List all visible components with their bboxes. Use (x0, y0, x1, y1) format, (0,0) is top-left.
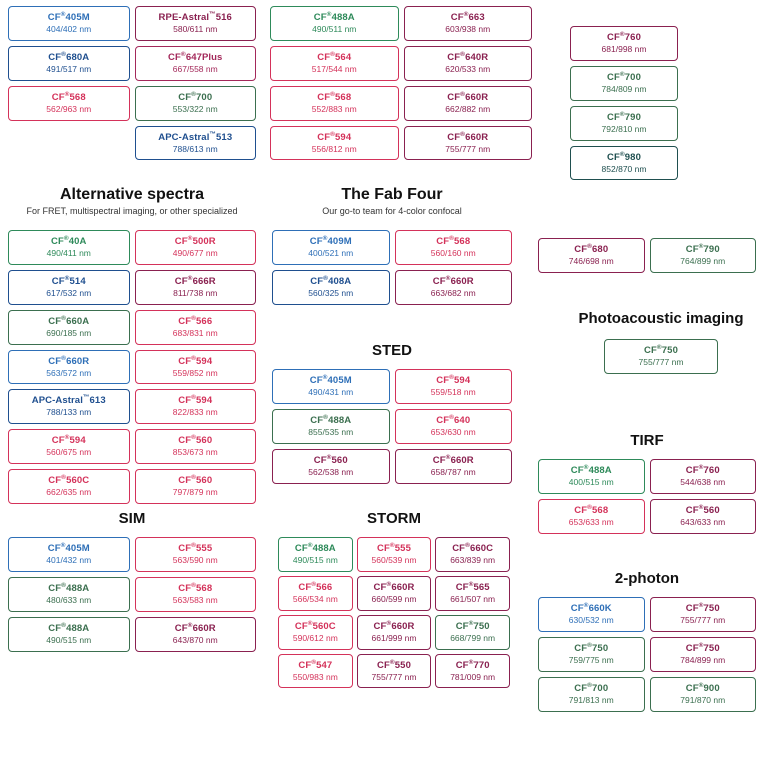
dye-spectra: 662/635 nm (46, 487, 92, 498)
dye-spectra: 400/521 nm (308, 248, 354, 259)
dye-name: CF®700 (178, 90, 213, 103)
dye-spectra: 559/518 nm (430, 387, 476, 398)
dye-spectra: 560/675 nm (46, 447, 92, 458)
dye-spectra: 792/810 nm (601, 123, 647, 134)
dye-chip[interactable] (650, 459, 757, 494)
dye-chip[interactable] (650, 238, 757, 273)
dye-chip[interactable] (8, 230, 130, 265)
dye-chip[interactable] (435, 537, 510, 572)
dye-name: CF®547 (298, 658, 333, 671)
dye-chip[interactable] (135, 469, 257, 504)
dye-spectra: 791/870 nm (680, 694, 726, 705)
dye-name: CF®594 (178, 394, 213, 407)
dye-spectra: 404/402 nm (46, 24, 92, 35)
dye-name: CF®550 (377, 658, 411, 671)
dye-name: CF®555 (377, 542, 411, 555)
dye-spectra: 603/938 nm (445, 24, 491, 35)
dye-chip[interactable] (404, 86, 533, 121)
dye-name: CF®663 (450, 11, 485, 24)
dye-name: CF®568 (317, 90, 352, 103)
dye-spectra: 668/799 nm (450, 632, 496, 643)
dye-spectra: 755/777 nm (638, 356, 684, 367)
dye-chip[interactable] (435, 576, 510, 611)
section-tirf (538, 432, 756, 534)
dye-name: CF®40A (51, 235, 87, 248)
dye-spectra: 580/611 nm (173, 24, 218, 35)
dye-spectra: 784/899 nm (680, 654, 726, 665)
dye-name: CF®790 (607, 110, 641, 123)
dye-spectra: 653/633 nm (568, 516, 614, 527)
dye-name: APC-Astral™613 (31, 394, 106, 407)
dye-chip[interactable] (435, 615, 510, 650)
dye-name: CF®660R (48, 354, 90, 367)
dye-name: CF®488A (313, 11, 355, 24)
dye-name: CF®565 (455, 580, 490, 593)
dye-chip[interactable] (135, 617, 257, 652)
dye-spectra: 559/852 nm (172, 367, 218, 378)
dye-chip[interactable] (270, 126, 399, 161)
dye-chip[interactable] (570, 106, 678, 141)
dye-spectra: 855/535 nm (308, 426, 354, 437)
dye-name: CF®666R (174, 274, 216, 287)
section-title: Photoacoustic imaging (578, 310, 744, 327)
dye-name: CF®500R (174, 235, 216, 248)
chip-grid (566, 339, 756, 374)
dye-name: CF®560 (178, 474, 213, 487)
dye-name: CF®564 (317, 50, 352, 63)
dye-chip[interactable] (272, 230, 390, 265)
dye-spectra: 653/630 nm (430, 426, 476, 437)
section-storm (278, 510, 510, 688)
dye-name: CF®660C (452, 542, 494, 555)
dye-chip[interactable] (395, 449, 513, 484)
dye-chip[interactable] (8, 270, 130, 305)
dye-spectra: 681/998 nm (601, 44, 647, 55)
dye-name: CF®568 (51, 90, 86, 103)
section-two-photon (538, 570, 756, 712)
dye-chip[interactable] (8, 46, 130, 81)
dye-name: CF®566 (178, 314, 213, 327)
dye-spectra: 550/983 nm (292, 671, 338, 682)
section-title: TIRF (630, 432, 664, 449)
dye-chip[interactable] (8, 469, 130, 504)
dye-chip[interactable] (395, 369, 513, 404)
dye-name: CF®568 (178, 581, 213, 594)
dye-name: CF®660R (447, 90, 489, 103)
dye-spectra: 667/558 nm (172, 63, 218, 74)
dye-name: CF®568 (436, 235, 471, 248)
dye-spectra: 630/532 nm (568, 615, 614, 626)
dye-name: CF®488A (310, 413, 352, 426)
dye-spectra: 480/633 nm (46, 594, 92, 605)
dye-chip[interactable] (272, 449, 390, 484)
dye-spectra: 643/870 nm (172, 634, 218, 645)
dye-chip[interactable] (538, 597, 645, 632)
dye-spectra: 746/698 nm (568, 256, 614, 267)
dye-chip[interactable] (570, 26, 678, 61)
dye-spectra: 562/963 nm (46, 103, 92, 114)
chip-grid (538, 597, 756, 712)
dye-spectra: 401/432 nm (46, 555, 92, 566)
dye-spectra: 544/638 nm (680, 477, 726, 488)
dye-name: CF®980 (607, 150, 641, 163)
dye-spectra: 791/813 nm (568, 694, 614, 705)
dye-chip[interactable] (650, 597, 757, 632)
dye-chip[interactable] (570, 146, 678, 181)
dye-name: CF®660R (373, 580, 415, 593)
dye-chip[interactable] (135, 230, 257, 265)
dye-name: CF®660K (570, 602, 612, 615)
dye-spectra: 491/517 nm (46, 63, 92, 74)
dye-name: APC-Astral™513 (158, 130, 233, 143)
dye-spectra: 490/515 nm (292, 555, 338, 566)
dye-chip[interactable] (135, 270, 257, 305)
dye-spectra: 690/185 nm (46, 327, 92, 338)
dye-chip[interactable] (404, 6, 533, 41)
dye-chip[interactable] (135, 86, 257, 121)
dye-spectra: 566/534 nm (292, 593, 338, 604)
dye-chip[interactable] (435, 654, 510, 689)
dye-chip[interactable] (570, 66, 678, 101)
section-title: SIM (118, 510, 146, 527)
dye-chip[interactable] (8, 429, 130, 464)
dye-spectra: 755/777 nm (445, 143, 491, 154)
dye-chip[interactable] (135, 429, 257, 464)
block-top-left (8, 6, 256, 160)
dye-name: CF®700 (574, 681, 609, 694)
dye-name: CF®760 (685, 464, 720, 477)
dye-chip[interactable] (135, 126, 257, 161)
dye-spectra: 755/777 nm (371, 671, 417, 682)
dye-name: CF®566 (298, 580, 333, 593)
dye-spectra: 755/777 nm (680, 615, 726, 626)
chip-grid (538, 238, 756, 273)
dye-chip[interactable] (395, 409, 513, 444)
dye-chip[interactable] (8, 617, 130, 652)
section-title: STED (371, 342, 412, 359)
dye-name: CF®405M (47, 542, 90, 555)
dye-chip[interactable] (278, 576, 353, 611)
dye-name: CF®409M (309, 235, 352, 248)
section-subtitle: For FRET, multispectral imaging, or other specialized (26, 206, 238, 216)
dye-chip[interactable] (8, 6, 130, 41)
dye-spectra: 560/539 nm (371, 555, 417, 566)
dye-name: CF®560 (313, 453, 348, 466)
section-title: Alternative spectra (59, 186, 205, 203)
dye-spectra: 560/325 nm (308, 287, 354, 298)
dye-spectra: 661/999 nm (371, 632, 417, 643)
dye-chip[interactable] (270, 86, 399, 121)
dye-spectra: 490/511 nm (312, 24, 357, 35)
dye-name: CF®488A (48, 621, 90, 634)
dye-spectra: 797/879 nm (172, 487, 218, 498)
dye-name: CF®750 (644, 343, 678, 356)
dye-name: CF®647Plus (168, 50, 223, 63)
section-fab-four (272, 186, 512, 305)
dye-spectra: 662/882 nm (445, 103, 491, 114)
dye-name: CF®660R (432, 274, 474, 287)
section-subtitle: Our go-to team for 4-color confocal (322, 206, 462, 216)
dye-chip[interactable] (278, 615, 353, 650)
section-title: 2-photon (614, 570, 680, 587)
dye-chip[interactable] (272, 409, 390, 444)
section-sim (8, 510, 256, 652)
dye-name: CF®750 (455, 619, 490, 632)
dye-chip[interactable] (538, 238, 645, 273)
dye-spectra: 590/612 nm (292, 632, 338, 643)
dye-spectra: 620/533 nm (445, 63, 491, 74)
dye-chip[interactable] (395, 270, 513, 305)
dye-chip[interactable] (8, 389, 130, 424)
dye-spectra: 781/009 nm (450, 671, 496, 682)
chip-grid (538, 459, 756, 534)
dye-name: CF®560 (685, 503, 720, 516)
dye-name: CF®770 (455, 658, 490, 671)
dye-chip[interactable] (135, 46, 257, 81)
dye-spectra: 663/682 nm (430, 287, 476, 298)
dye-spectra: 852/870 nm (601, 163, 647, 174)
dye-chip[interactable] (8, 577, 130, 612)
dye-chip[interactable] (278, 654, 353, 689)
dye-spectra: 788/613 nm (172, 143, 218, 154)
dye-spectra: 759/775 nm (568, 654, 614, 665)
dye-chip[interactable] (270, 46, 399, 81)
dye-chip[interactable] (357, 654, 432, 689)
dye-chip[interactable] (538, 499, 645, 534)
dye-spectra: 490/677 nm (172, 248, 218, 259)
section-alternative-spectra (8, 186, 256, 504)
dye-name: CF®405M (309, 374, 352, 387)
dye-name: CF®594 (51, 434, 86, 447)
dye-chip[interactable] (135, 389, 257, 424)
dye-name: CF®660A (48, 314, 90, 327)
dye-name: CF®790 (685, 243, 720, 256)
dye-spectra: 643/633 nm (680, 516, 726, 527)
chip-grid (8, 537, 256, 652)
dye-name: CF®750 (574, 641, 609, 654)
dye-chip[interactable] (135, 350, 257, 385)
dye-chip[interactable] (135, 577, 257, 612)
chip-grid (278, 537, 510, 688)
dye-name: CF®680 (574, 243, 609, 256)
dye-chip[interactable] (357, 537, 432, 572)
dye-spectra: 560/160 nm (430, 248, 476, 259)
chip-grid (270, 6, 532, 160)
dye-name: CF®640R (447, 50, 489, 63)
dye-chip[interactable] (8, 310, 130, 345)
dye-name: CF®660R (432, 453, 474, 466)
dye-chip[interactable] (357, 576, 432, 611)
dye-name: CF®555 (178, 542, 213, 555)
dye-spectra: 660/599 nm (371, 593, 417, 604)
dye-spectra: 517/544 nm (311, 63, 357, 74)
dye-name: CF®640 (436, 413, 471, 426)
dye-name: CF®488A (294, 542, 336, 555)
dye-name: RPE-Astral™516 (158, 11, 232, 24)
dye-spectra: 853/673 nm (172, 447, 218, 458)
dye-spectra: 563/583 nm (172, 594, 218, 605)
dye-chip[interactable] (538, 677, 645, 712)
dye-name: CF®900 (685, 681, 720, 694)
section-title: STORM (367, 510, 421, 527)
dye-chip[interactable] (272, 270, 390, 305)
dye-spectra: 400/515 nm (568, 477, 614, 488)
dye-chip[interactable] (278, 537, 353, 572)
dye-name: CF®405M (47, 11, 90, 24)
dye-name: CF®594 (317, 130, 352, 143)
dye-name: CF®750 (685, 602, 720, 615)
dye-chip[interactable] (135, 537, 257, 572)
section-title: The Fab Four (341, 186, 443, 203)
dye-spectra: 556/812 nm (311, 143, 357, 154)
dye-name: CF®660R (373, 619, 415, 632)
dye-chip[interactable] (8, 350, 130, 385)
dye-chip[interactable] (135, 310, 257, 345)
dye-chip[interactable] (8, 537, 130, 572)
dye-chip[interactable] (272, 369, 390, 404)
dye-spectra: 617/532 nm (46, 287, 92, 298)
dye-name: CF®660R (174, 621, 216, 634)
dye-spectra: 661/507 nm (450, 593, 496, 604)
dye-chip[interactable] (404, 46, 533, 81)
dye-spectra: 552/883 nm (311, 103, 357, 114)
dye-name: CF®760 (607, 31, 641, 44)
dye-spectra: 490/515 nm (46, 634, 92, 645)
dye-chip[interactable] (604, 339, 718, 374)
dye-spectra: 683/831 nm (172, 327, 218, 338)
dye-name: CF®568 (574, 503, 609, 516)
dye-chip[interactable] (650, 499, 757, 534)
dye-chip[interactable] (404, 126, 533, 161)
dye-spectra: 658/787 nm (430, 466, 476, 477)
dye-chip[interactable] (395, 230, 513, 265)
section-sted (272, 342, 512, 484)
dye-spectra: 784/809 nm (601, 83, 647, 94)
chip-grid (272, 369, 512, 484)
dye-name: CF®700 (607, 70, 641, 83)
dye-name: CF®660R (447, 130, 489, 143)
dye-spectra: 553/322 nm (172, 103, 218, 114)
dye-name: CF®488A (570, 464, 612, 477)
dye-chip[interactable] (8, 86, 130, 121)
chip-grid (8, 230, 256, 504)
dye-spectra: 663/839 nm (450, 555, 496, 566)
dye-name: CF®594 (436, 374, 471, 387)
section-photoacoustic (566, 310, 756, 374)
dye-spectra: 822/833 nm (172, 407, 218, 418)
dye-name: CF®488A (48, 581, 90, 594)
block-right-pair (538, 238, 756, 273)
dye-spectra: 764/899 nm (680, 256, 726, 267)
dye-name: CF®680A (48, 50, 90, 63)
dye-name: CF®750 (685, 641, 720, 654)
dye-chip[interactable] (538, 459, 645, 494)
dye-spectra: 562/538 nm (308, 466, 354, 477)
dye-chip[interactable] (650, 677, 757, 712)
block-top-right (570, 26, 678, 180)
dye-chip[interactable] (538, 637, 645, 672)
chip-grid (570, 26, 678, 180)
dye-spectra: 490/431 nm (308, 387, 354, 398)
dye-name: CF®560 (178, 434, 213, 447)
dye-name: CF®594 (178, 354, 213, 367)
chip-grid (8, 6, 256, 160)
dye-name: CF®408A (310, 274, 352, 287)
dye-chip[interactable] (270, 6, 399, 41)
dye-chip[interactable] (135, 6, 257, 41)
dye-spectra: 563/590 nm (172, 555, 218, 566)
dye-spectra: 811/738 nm (173, 287, 218, 298)
block-top-mid (270, 6, 532, 160)
dye-name: CF®560C (48, 474, 90, 487)
dye-name: CF®514 (51, 274, 86, 287)
dye-chip[interactable] (650, 637, 757, 672)
dye-name: CF®560C (294, 619, 336, 632)
dye-spectra: 788/133 nm (46, 407, 92, 418)
dye-chip[interactable] (357, 615, 432, 650)
chip-grid (272, 230, 512, 305)
dye-spectra: 490/411 nm (46, 248, 91, 259)
dye-spectra: 563/572 nm (46, 367, 92, 378)
